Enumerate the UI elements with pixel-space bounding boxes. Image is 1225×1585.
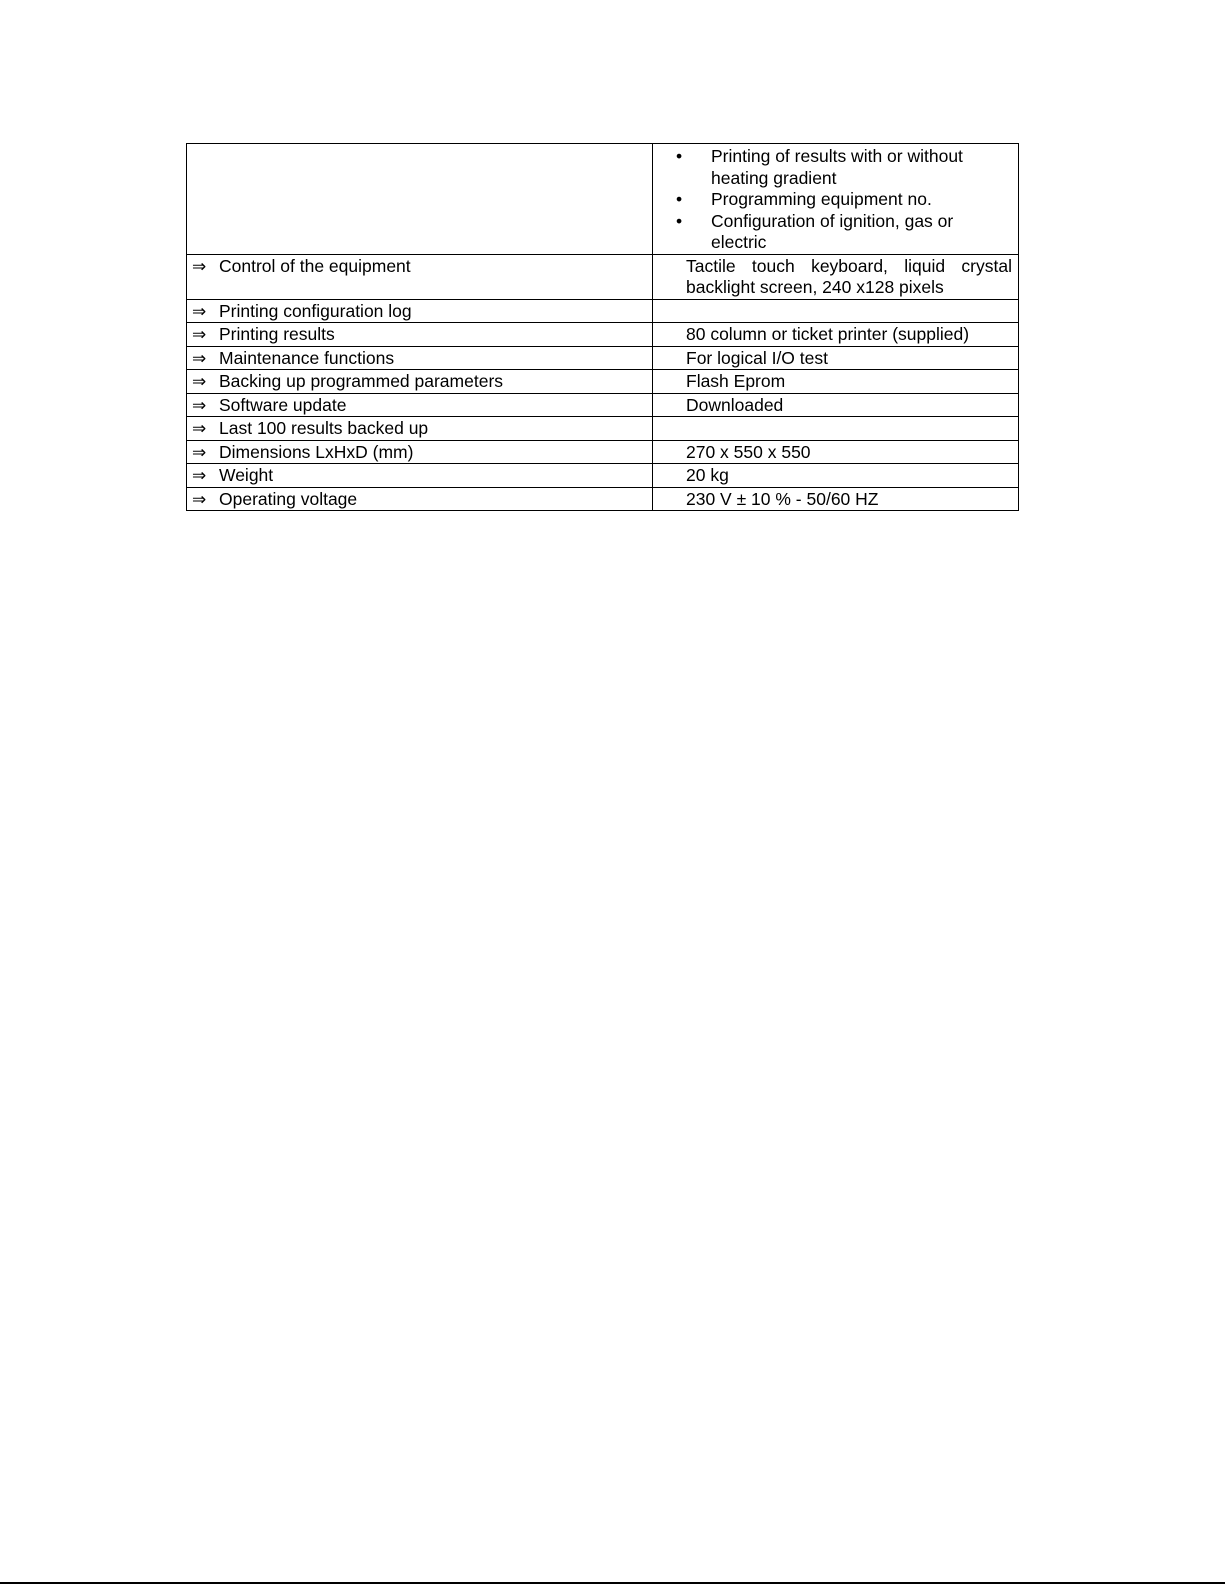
options-cell (653, 144, 1019, 255)
table-row (187, 440, 1019, 464)
table-row (187, 323, 1019, 347)
arrow-icon: ⇒ (192, 301, 207, 321)
feature-label: Control of the equipment (219, 255, 411, 276)
feature-cell (187, 464, 653, 488)
bullet-icon: • (676, 189, 683, 209)
feature-cell (187, 323, 653, 347)
table-row (187, 417, 1019, 441)
value-text (653, 417, 1018, 418)
arrow-icon: ⇒ (192, 442, 207, 462)
feature-cell (187, 487, 653, 511)
feature-cell-empty (187, 144, 653, 255)
value-cell (653, 254, 1019, 299)
arrow-icon: ⇒ (192, 256, 207, 276)
list-item: • Configuration of ignition, gas or electric (653, 211, 1018, 254)
value-text: 270 x 550 x 550 (686, 441, 811, 462)
feature-cell (187, 346, 653, 370)
value-text: Downloaded (686, 394, 784, 415)
feature-label: Printing results (219, 324, 335, 344)
table-row (187, 254, 1019, 299)
options-list (653, 144, 1018, 254)
value-cell (653, 299, 1019, 323)
table-row (187, 464, 1019, 488)
feature-label: Maintenance functions (219, 347, 395, 368)
page-bottom-divider (0, 1582, 1225, 1584)
table-row-options (187, 144, 1019, 255)
value-cell (653, 323, 1019, 347)
value-cell (653, 393, 1019, 417)
value-cell (653, 417, 1019, 441)
arrow-icon: ⇒ (192, 395, 207, 415)
value-cell (653, 487, 1019, 511)
value-cell (653, 440, 1019, 464)
list-item: • Printing of results with or without heating gradient (653, 146, 1018, 189)
arrow-icon: ⇒ (192, 489, 207, 509)
table-row (187, 370, 1019, 394)
table-row (187, 346, 1019, 370)
feature-label: Printing configuration log (219, 300, 412, 321)
value-text: For logical I/O test (686, 347, 828, 368)
spec-table (186, 143, 1019, 511)
value-text (653, 300, 1018, 301)
table-row (187, 393, 1019, 417)
table-row (187, 487, 1019, 511)
feature-cell (187, 393, 653, 417)
bullet-icon: • (676, 146, 683, 166)
arrow-icon: ⇒ (192, 419, 207, 438)
value-text: 80 column or ticket printer (supplied) (686, 324, 970, 344)
arrow-icon: ⇒ (192, 348, 207, 368)
table-row (187, 299, 1019, 323)
value-text: 20 kg (686, 465, 729, 485)
arrow-icon: ⇒ (192, 325, 207, 344)
feature-label: Operating voltage (219, 488, 358, 509)
value-cell (653, 346, 1019, 370)
feature-cell (187, 299, 653, 323)
value-text: Tactile touch keyboard, liquid crystal backlight screen, 240 x128 pixels (686, 255, 1012, 297)
feature-label: Dimensions LxHxD (mm) (219, 441, 414, 462)
feature-label: Last 100 results backed up (219, 418, 429, 438)
feature-cell (187, 254, 653, 299)
feature-label: Weight (219, 465, 274, 485)
value-text: Flash Eprom (686, 371, 786, 391)
list-item: • Programming equipment no. (653, 189, 1018, 211)
feature-label: Backing up programmed parameters (219, 371, 504, 391)
feature-cell (187, 370, 653, 394)
arrow-icon: ⇒ (192, 466, 207, 485)
bullet-icon: • (676, 210, 683, 231)
feature-label: Software update (219, 394, 347, 415)
value-text: 230 V ± 10 % - 50/60 HZ (686, 488, 879, 509)
feature-cell (187, 440, 653, 464)
feature-cell (187, 417, 653, 441)
value-cell (653, 464, 1019, 488)
value-cell (653, 370, 1019, 394)
arrow-icon: ⇒ (192, 372, 207, 391)
